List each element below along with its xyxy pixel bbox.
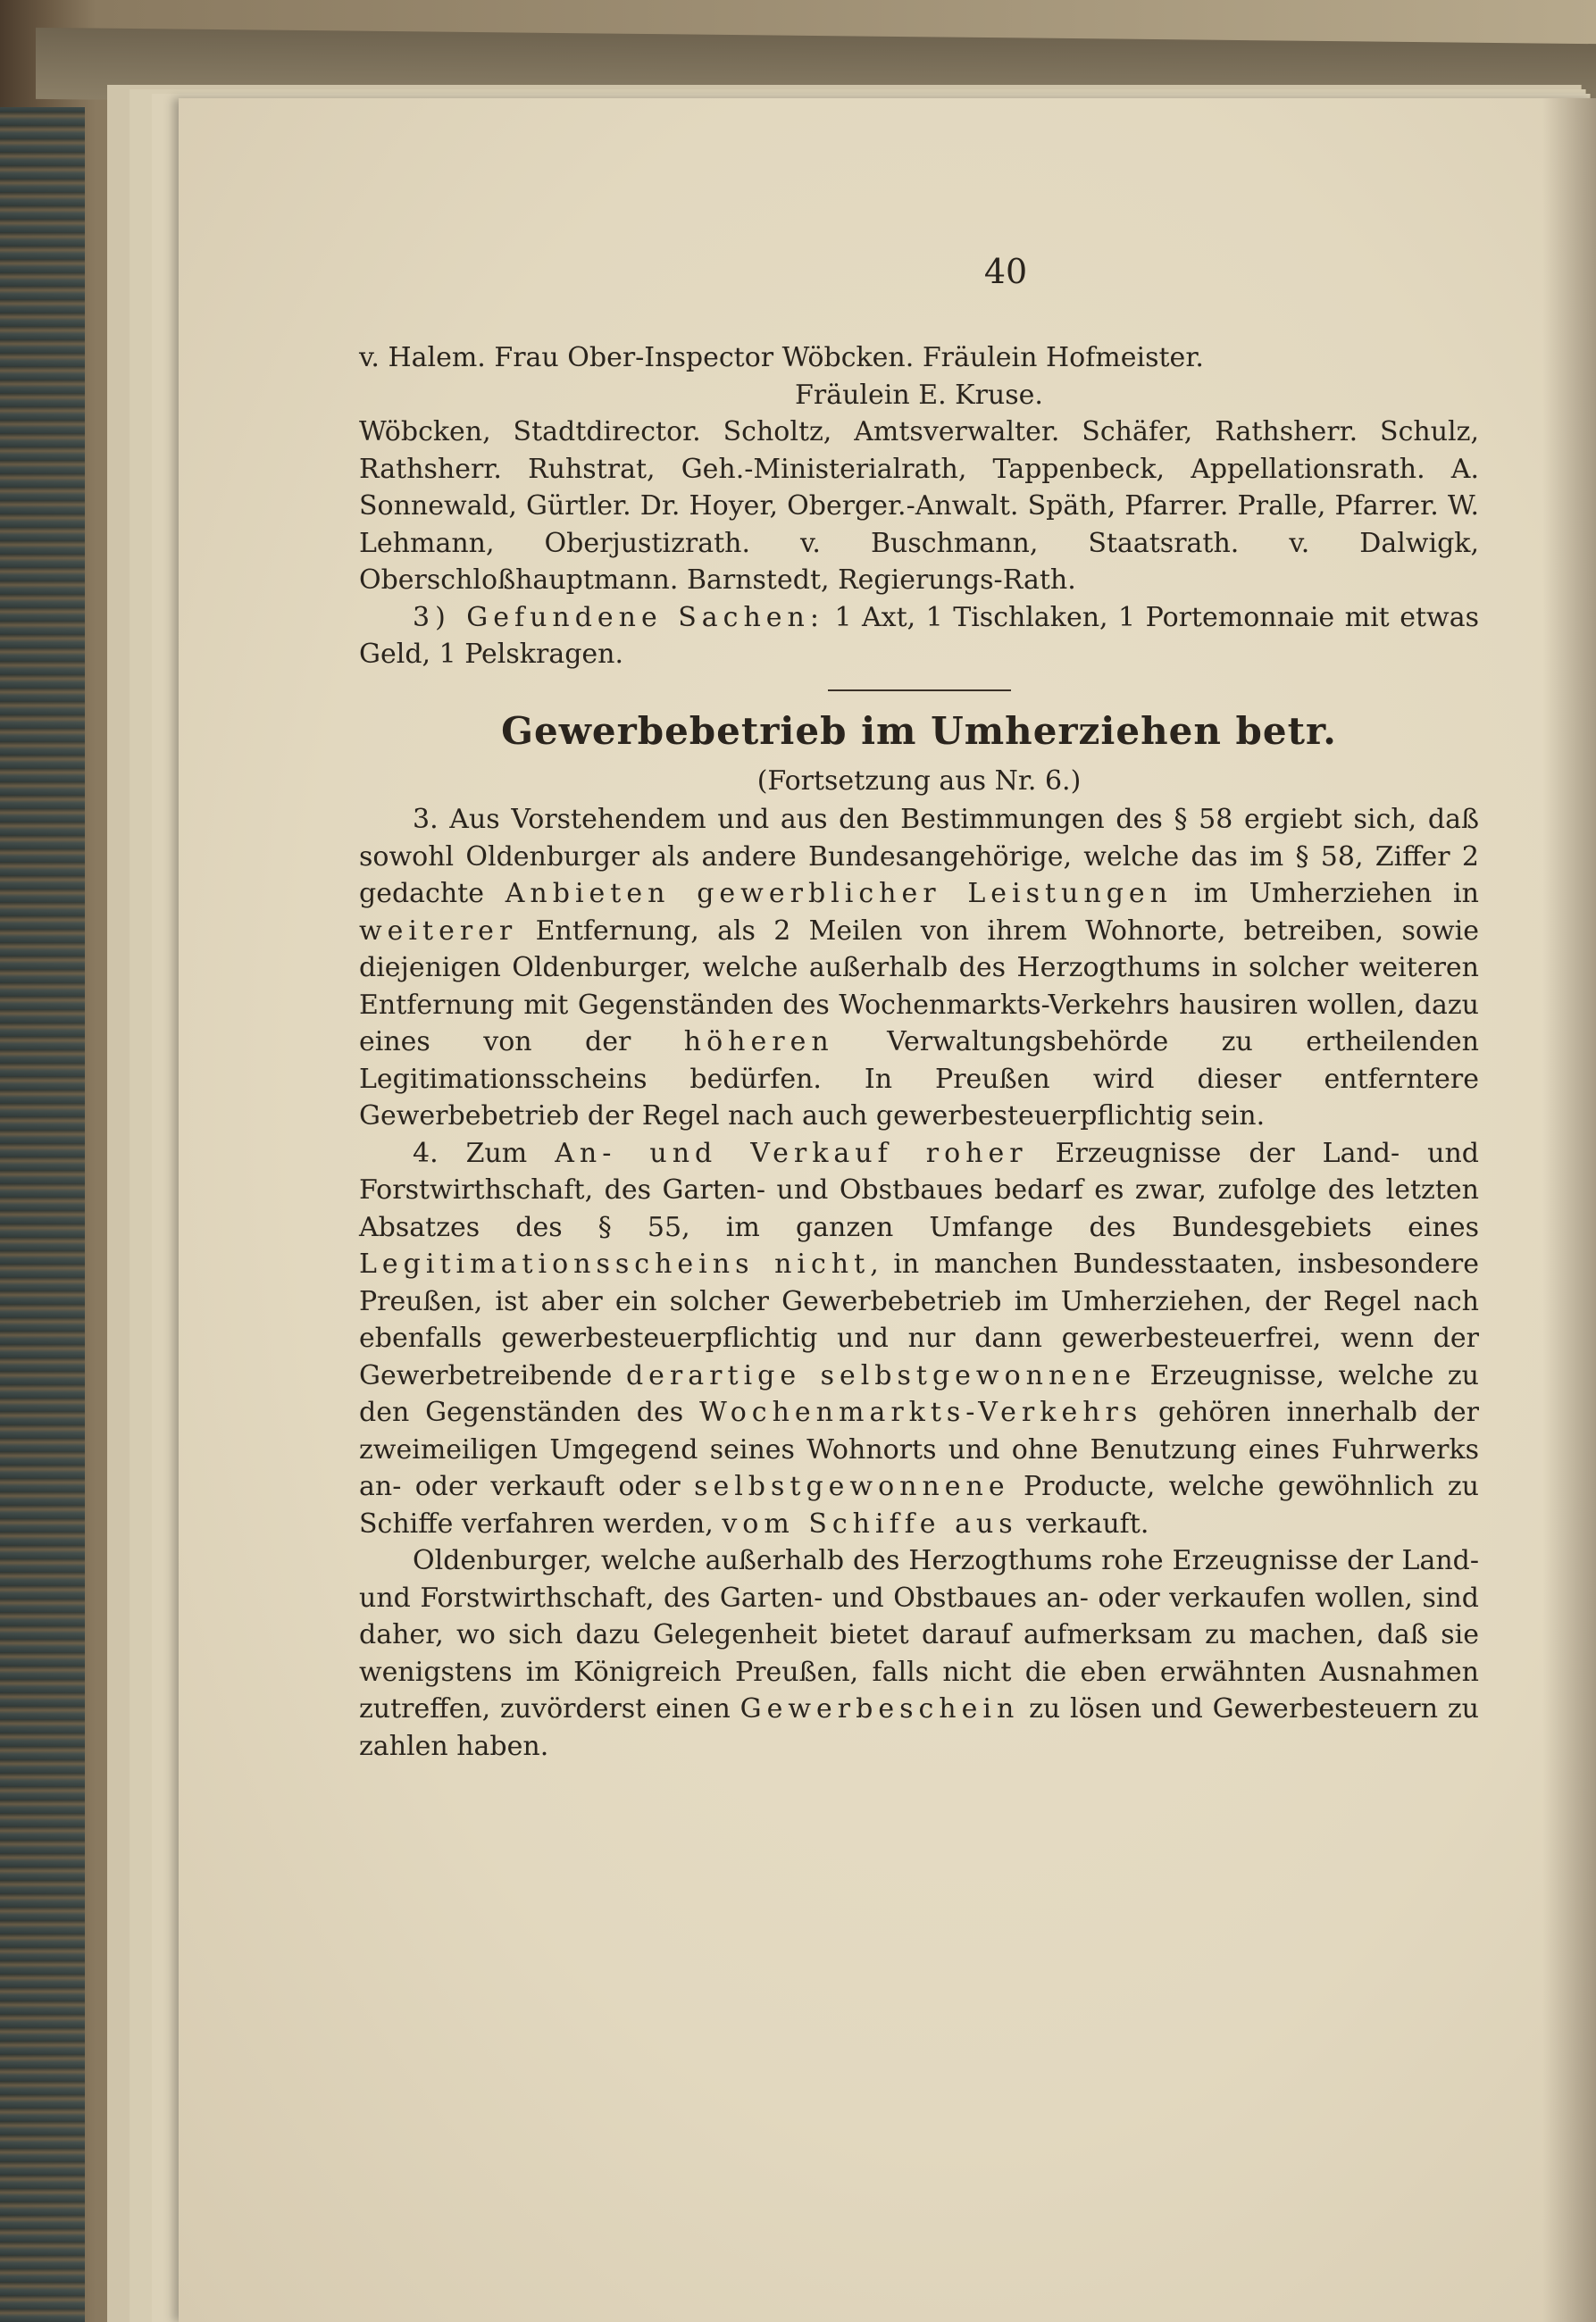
page-content	[359, 339, 1479, 1765]
page-gutter-shadow	[1542, 98, 1596, 2322]
found-items	[359, 599, 1479, 673]
paragraph-5: Oldenburger, welche außerhalb des Herzogthums rohe Erzeugnisse der Land- und Forstwirthschaft, des Garten- und Obstbaues an- oder verkaufen wollen, sind daher, wo sich dazu Gelegenheit bietet darauf aufmerksam zu machen, daß sie wenigstens im Königreich Preußen, falls nicht die eben erwähnten Ausnahmen zutreffen, zuvörderst einen Gewerbeschein zu lösen und Gewerbesteuern zu zahlen haben.	[359, 1545, 1479, 1762]
attendees-line-2: Fräulein E. Kruse.	[795, 379, 1043, 411]
found-label: 3) Gefundene Sachen:	[413, 601, 824, 633]
paragraph-3: 3. Aus Vorstehendem und aus den Bestimmungen des § 58 ergiebt sich, daß sowohl Oldenburger als andere Bundesangehörige, welche das im § 58, Ziffer 2 gedachte Anbieten gewerblicher Leistungen im Umherziehen in weiterer Entfernung, als 2 Meilen von ihrem Wohnorte, betreiben, sowie diejenigen Oldenburger, welche außerhalb des Herzogthums in solcher weiteren Entfernung mit Gegenständen des Wochenmarkts-Verkehrs hausiren wollen, dazu eines von der höheren Verwaltungsbehörde zu ertheilenden Legitimationsscheins bedürfen. In Preußen wird dieser entferntere Gewerbebetrieb der Regel nach auch gewerbesteuerpflichtig sein.	[359, 804, 1480, 1132]
attendees-line: v. Halem. Frau Ober-Inspector Wöbcken. Fräulein Hofmeister.	[359, 342, 1204, 373]
book-spine	[0, 107, 85, 2322]
paragraph-4: 4. Zum An- und Verkauf roher Erzeugnisse der Land- und Forstwirthschaft, des Garten- und Obstbaues bedarf es zwar, zufolge des letzten Absatzes des § 55, im ganzen Umfange des Bundesgebiets eines Legitimationsscheins nicht, in manchen Bundesstaaten, insbesondere Preußen, ist aber ein solcher Gewerbebetrieb im Umherziehen, der Regel nach ebenfalls gewerbesteuerpflichtig und nur dann gewerbesteuerfrei, wenn der Gewerbetreibende derartige selbstgewonnene Erzeugnisse, welche zu den Gegenständen des Wochenmarkts-Verkehrs gehören innerhalb der zweimeiligen Umgegend seines Wohnorts und ohne Benutzung eines Fuhrwerks an- oder verkauft oder selbstgewonnene Producte, welche gewöhnlich zu Schiffe verfahren werden, vom Schiffe aus verkauft.	[359, 1137, 1480, 1540]
attendees-list: Wöbcken, Stadtdirector. Scholtz, Amtsverwalter. Schäfer, Rathsherr. Schulz, Rathsherr. Ruhstrat, Geh.-Ministerialrath, Tappenbeck, Appellationsrath. A. Sonnewald, Gürtler. Dr. Hoyer, Oberger.-Anwalt. Späth, Pfarrer. Pralle, Pfarrer. W. Lehmann, Oberjustizrath. v. Buschmann, Staatsrath. v. Dalwigk, Oberschloßhauptmann. Barnstedt, Regierungs-Rath.	[359, 416, 1479, 596]
found-items-list: 1 Axt, 1 Tischlaken, 1 Portemonnaie mit etwas Geld, 1 Pelskragen.	[359, 601, 1479, 670]
page-number: 40	[983, 252, 1028, 291]
article-subtitle: (Fortsetzung aus Nr. 6.)	[756, 764, 1082, 797]
article-title: Gewerbebetrieb im Umherziehen betr.	[501, 708, 1337, 753]
section-divider	[828, 689, 1011, 691]
